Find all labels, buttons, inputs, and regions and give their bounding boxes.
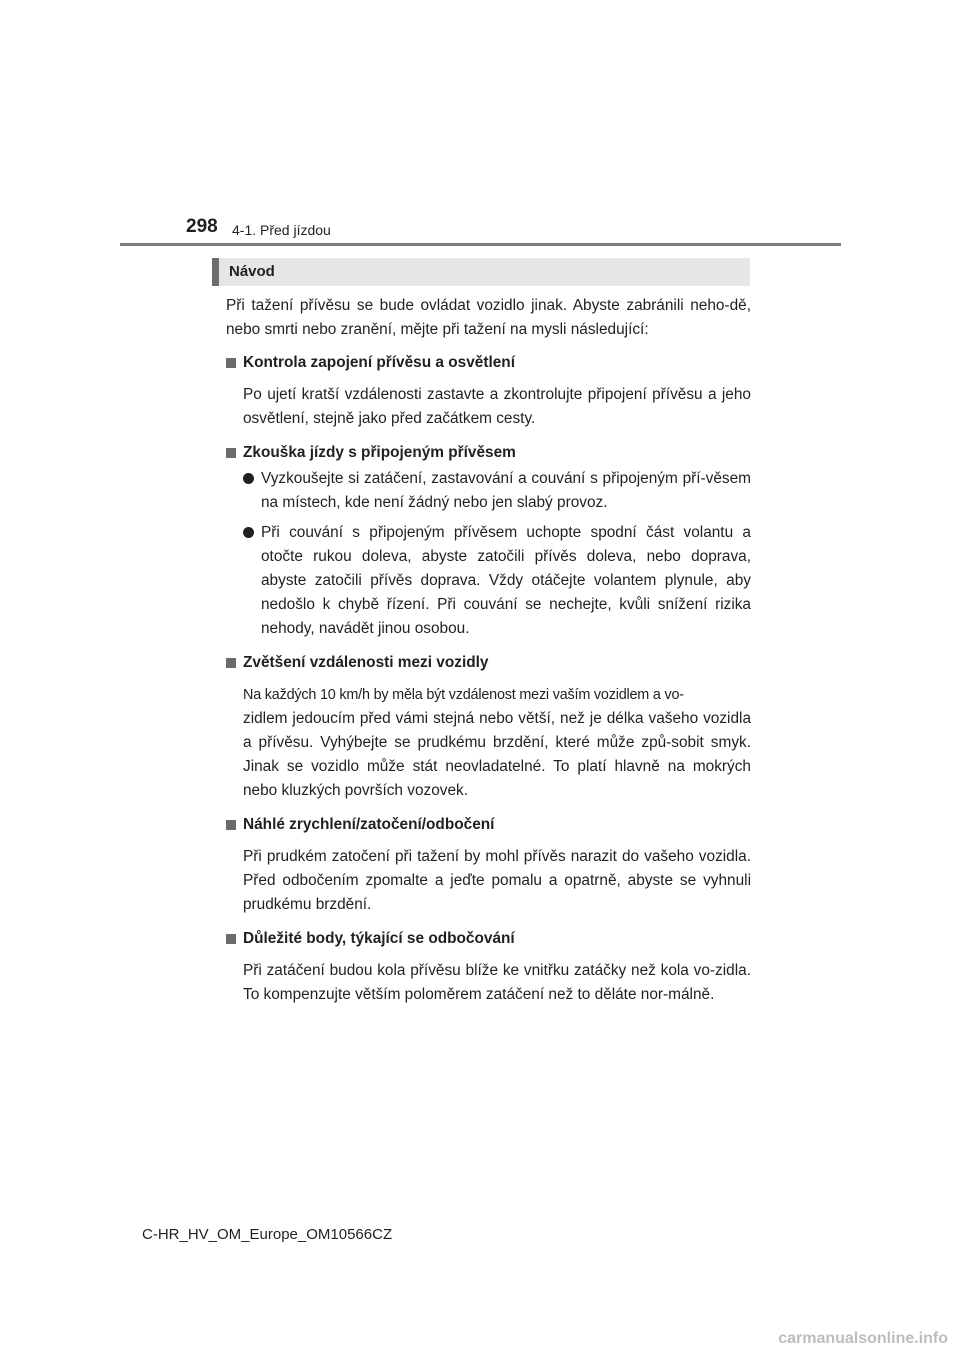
- bullet-item: [226, 467, 751, 515]
- section-sudden-acceleration: [226, 813, 751, 917]
- intro-paragraph: Při tažení přívěsu se bude ovládat vozidlo jinak. Abyste zabránili neho-dě, nebo smrti nebo zranění, mějte při tažení na mysli následující:: [226, 297, 751, 338]
- sub-heading: [226, 441, 751, 465]
- page-number: 298: [186, 216, 218, 237]
- section-turning: [226, 927, 751, 1007]
- section-trailer-check: [226, 351, 751, 431]
- square-bullet-icon: [226, 658, 236, 668]
- section-paragraph: Při zatáčení budou kola přívěsu blíže ke vnitřku zatáčky než kola vo-zidla. To kompenzujte větším poloměrem zatáčení než to děláte nor-málně.: [243, 962, 751, 1003]
- box-heading: Návod: [212, 258, 750, 286]
- header-rule: [120, 243, 841, 246]
- sub-heading: [226, 651, 751, 675]
- section-distance: [226, 651, 751, 803]
- sub-heading: [226, 927, 751, 951]
- section-paragraph: zidlem jedoucím před vámi stejná nebo větší, než je délka vašeho vozidla a přívěsu. Vyhýbejte se prudkému brzdění, které může způ-sobit smyk. Jinak se vozidlo může stát neovladatelné. To platí hlavně na mokrých nebo kluzkých površích vozovek.: [243, 710, 751, 799]
- content: [226, 294, 751, 1017]
- square-bullet-icon: [226, 358, 236, 368]
- sub-heading-text: Zkouška jízdy s připojeným přívěsem: [243, 444, 516, 461]
- bullet-text: Při couvání s připojeným přívěsem uchopte spodní část volantu a otočte rukou doleva, abyste zatočili přívěs doleva, nebo doprava, abyste zatočili přívěs doprava. Vždy otáčejte volantem plynule, aby nedošlo k chybě řízení. Při couvání se nechejte, kvůli snížení rizika nehody, navádět jinou osobou.: [261, 524, 751, 637]
- round-bullet-icon: [243, 527, 254, 538]
- footer-document-id: C-HR_HV_OM_Europe_OM10566CZ: [142, 1226, 393, 1243]
- section-paragraph: Po ujetí kratší vzdálenosti zastavte a zkontrolujte připojení přívěsu a jeho osvětlení, stejně jako před začátkem cesty.: [243, 386, 751, 427]
- sub-heading-text: Náhlé zrychlení/zatočení/odbočení: [243, 816, 495, 833]
- sub-heading-text: Důležité body, týkající se odbočování: [243, 930, 515, 947]
- bullet-item: [226, 521, 751, 641]
- square-bullet-icon: [226, 820, 236, 830]
- section-paragraph-first-line: Na každých 10 km/h by měla být vzdálenost mezi vaším vozidlem a vo-: [243, 687, 684, 703]
- section-title: 4-1. Před jízdou: [232, 222, 331, 238]
- sub-heading: [226, 351, 751, 375]
- section-paragraph: Při prudkém zatočení při tažení by mohl přívěs narazit do vašeho vozidla. Před odbočením zpomalte a jeďte pomalu a opatrně, abyste se vyhnuli prudkému brzdění.: [243, 848, 751, 913]
- sub-heading-text: Zvětšení vzdálenosti mezi vozidly: [243, 654, 489, 671]
- watermark: carmanualsonline.info: [778, 1330, 948, 1347]
- square-bullet-icon: [226, 448, 236, 458]
- section-test-drive: [226, 441, 751, 641]
- square-bullet-icon: [226, 934, 236, 944]
- round-bullet-icon: [243, 473, 254, 484]
- bullet-text: Vyzkoušejte si zatáčení, zastavování a couvání s připojeným pří-věsem na místech, kde není žádný nebo jen slabý provoz.: [261, 470, 751, 511]
- sub-heading: [226, 813, 751, 837]
- sub-heading-text: Kontrola zapojení přívěsu a osvětlení: [243, 354, 515, 371]
